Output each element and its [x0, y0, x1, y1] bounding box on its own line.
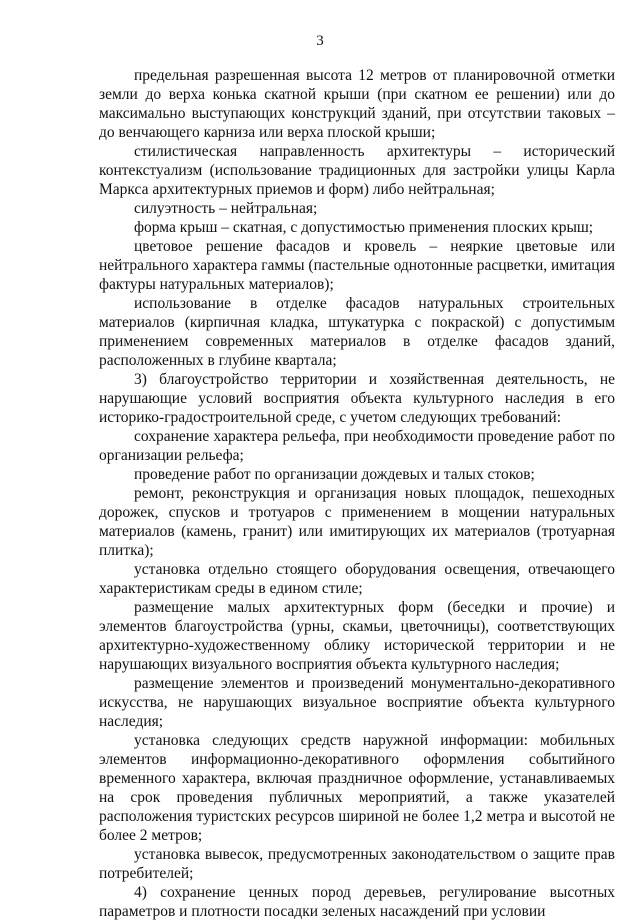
paragraph-lighting: установка отдельно стоящего оборудования освещения, отвечающего характеристикам среды в едином стиле; — [99, 561, 615, 597]
paragraph-signage: установка вывесок, предусмотренных законодательством о защите прав потребителей; — [99, 846, 615, 882]
paragraph-landscaping: 3) благоустройство территории и хозяйственная деятельность, не нарушающие условий восприятия объекта культурного наследия в его историко-градостроительной среде, с учетом следующих требований: — [99, 371, 615, 426]
paragraph-trees: 4) сохранение ценных пород деревьев, регулирование высотных параметров и плотности посадки зеленых насаждений при условии — [99, 884, 615, 920]
paragraph-drainage: проведение работ по организации дождевых и талых стоков; — [134, 466, 535, 483]
page-number: 3 — [316, 33, 324, 49]
paragraph-relief: сохранение характера рельефа, при необходимости проведение работ по организации рельефа; — [99, 428, 615, 464]
paragraph-monumental-art: размещение элементов и произведений монументально-декоративного искусства, не нарушающих визуальное восприятие объекта культурного наследия; — [99, 675, 615, 730]
paragraph-style-direction: стилистическая направленность архитектуры – исторический контекстуализм (использование традиционных для застройки улицы Карла Маркса архитектурных приемов и форм) либо нейтральная; — [99, 143, 615, 198]
paragraph-paving: ремонт, реконструкция и организация новых площадок, пешеходных дорожек, спусков и тротуаров с применением в мощении натуральных материалов (камень, гранит) или имитирующих их материалов (тротуарная плитка); — [99, 485, 615, 559]
paragraph-outdoor-info: установка следующих средств наружной информации: мобильных элементов информационно-декоративного оформления событийного временного характера, включая праздничное оформление, устанавливаемых на срок проведения публичных мероприятий, а также указателей расположения туристских ресурсов шириной не более 1,2 метра и высотой не более 2 метров; — [99, 732, 615, 844]
paragraph-max-height: предельная разрешенная высота 12 метров от планировочной отметки земли до верха конька скатной крыши (при скатном ее решении) или до максимально выступающих конструкций зданий, при отсутствии таковых – до венчающего карниза или верха плоской крыши; — [99, 67, 615, 141]
document-body — [99, 66, 615, 921]
paragraph-roof-shape: форма крыш – скатная, с допустимостью применения плоских крыш; — [134, 219, 594, 236]
paragraph-silhouette: силуэтность – нейтральная; — [134, 200, 318, 217]
paragraph-color-solution: цветовое решение фасадов и кровель – неяркие цветовые или нейтрального характера гаммы (пастельные однотонные расцветки, имитация фактуры натуральных материалов); — [99, 238, 615, 293]
paragraph-facade-materials: использование в отделке фасадов натуральных строительных материалов (кирпичная кладка, штукатурка с покраской) с допустимым применением современных материалов в отделке фасадов зданий, расположенных в глубине квартала; — [99, 295, 615, 369]
paragraph-small-forms: размещение малых архитектурных форм (беседки и прочие) и элементов благоустройства (урны, скамьи, цветочницы), соответствующих архитектурно-художественному облику исторической территории и не нарушающих визуального восприятия объекта культурного наследия; — [99, 599, 615, 673]
